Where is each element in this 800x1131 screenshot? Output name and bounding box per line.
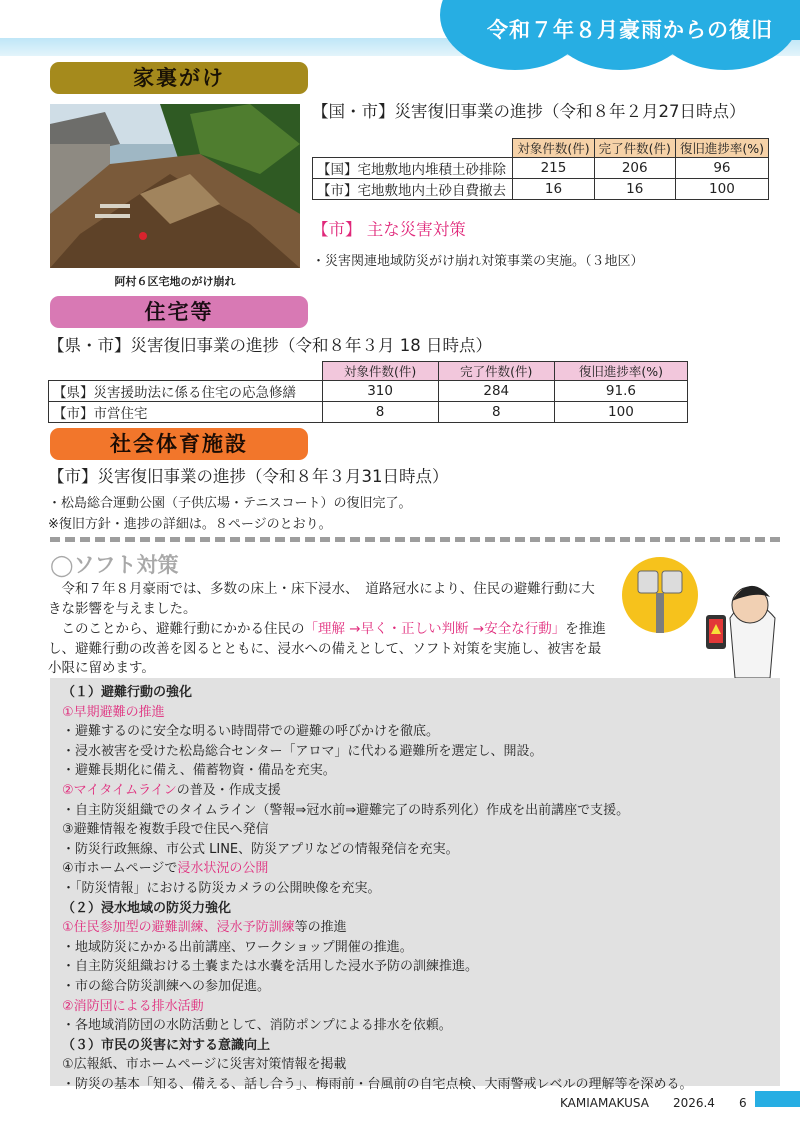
target-count: 215 (513, 158, 594, 179)
table-row (313, 158, 769, 179)
row-label: 【市】宅地敷地内土砂自費撤去 (313, 179, 513, 200)
row-label: 【国】宅地敷地内堆積土砂排除 (313, 158, 513, 179)
table-header-row (49, 362, 688, 381)
measures-item: ・災害関連地域防災がけ崩れ対策事業の実施。（３地区） (312, 254, 644, 269)
measure-line: ・各地域消防団の水防活動として、消防ポンプによる排水を依頼。 (62, 1018, 452, 1034)
done-count: 8 (438, 402, 554, 423)
measure-line: ・自主防災組織でのタイムライン（警報⇒冠水前⇒避難完了の時系列化）作成を出前講座で支援。 (62, 802, 630, 818)
issue-date: 2026.4 (672, 1096, 715, 1110)
landslide-photo (50, 104, 300, 268)
measures-heading: 【市】 主な災害対策 (312, 220, 466, 239)
progress-rate: 91.6 (554, 381, 687, 402)
housing-progress-heading: 【県・市】災害復旧事業の進捗（令和８年３月 18 日時点） (48, 336, 492, 355)
footer (560, 1094, 747, 1111)
measure-line: ・防災行政無線、市公式 LINE、防災アプリなどの情報発信を充実。 (62, 841, 459, 857)
measure-line: ②マイタイムラインの普及・作成支援 (62, 782, 281, 798)
soft-measures-title: ◯ソフト対策 (50, 553, 179, 577)
progress-rate: 100 (554, 402, 687, 423)
measure-line: （３）市民の災害に対する意識向上 (62, 1037, 271, 1053)
measure-line: ②消防団による排水活動 (62, 998, 204, 1014)
column-header: 復旧進捗率(%) (554, 362, 687, 381)
measures-list (62, 683, 777, 1094)
measure-line: ・避難長期化に備え、備蓄物資・備品を充実。 (62, 763, 336, 779)
publication-name: KAMIAMAKUSA (560, 1096, 649, 1110)
row-label: 【県】災害援助法に係る住宅の応急修繕 (49, 381, 323, 402)
column-header: 対象件数(件) (513, 139, 594, 158)
row-label: 【市】市営住宅 (49, 402, 323, 423)
sports-progress-heading: 【市】災害復旧事業の進捗（令和８年３月31日時点） (48, 467, 449, 486)
section-header-cliff: 家裏がけ (50, 62, 308, 94)
progress-rate: 100 (675, 179, 768, 200)
progress-rate: 96 (675, 158, 768, 179)
table-row (49, 402, 688, 423)
done-count: 206 (594, 158, 675, 179)
done-count: 16 (594, 179, 675, 200)
target-count: 310 (322, 381, 438, 402)
section-header-housing: 住宅等 (50, 296, 308, 328)
measure-line: ③避難情報を複数手段で住民へ発信 (62, 822, 269, 838)
target-count: 8 (322, 402, 438, 423)
section-header-sports: 社会体育施設 (50, 428, 308, 460)
siren-phone-illustration (618, 553, 788, 678)
sports-line: ・松島総合運動公園（子供広場・テニスコート）の復旧完了。 (48, 496, 412, 511)
column-header: 対象件数(件) (322, 362, 438, 381)
measure-line: ①早期避難の推進 (62, 704, 165, 720)
measure-line: ・「防災情報」における防災カメラの公開映像を充実。 (62, 880, 381, 896)
page-title: 令和７年８月豪雨からの復旧 (487, 18, 773, 42)
target-count: 16 (513, 179, 594, 200)
column-header: 完了件数(件) (438, 362, 554, 381)
cliff-progress-table (312, 138, 769, 200)
intro-paragraph-2: このことから、避難行動にかかる住民の「理解 →早く・正しい判断 →安全な行動」を推進し、避難行動の改善を図るとともに、浸水への備えとして、ソフト対策を実施し、被害を最小限に留めます。 (48, 621, 606, 676)
divider (50, 537, 780, 542)
measure-line: ・地域防災にかかる出前講座、ワークショップ開催の推進。 (62, 939, 413, 955)
measure-line: ④市ホームページで浸水状況の公開 (62, 861, 269, 877)
intro-paragraph: 令和７年８月豪雨では、多数の床上・床下浸水、 道路冠水により、住民の避難行動に大きな影響を与えました。 (48, 581, 595, 617)
measure-line: ①住民参加型の避難訓練、浸水予防訓練等の推進 (62, 920, 347, 936)
done-count: 284 (438, 381, 554, 402)
photo-caption: 阿村６区宅地のがけ崩れ (114, 275, 236, 288)
measure-line: ・市の総合防災訓練への参加促進。 (62, 978, 271, 994)
table-header-row (313, 139, 769, 158)
measure-line: ・防災の基本「知る、備える、話し合う」、梅雨前・台風前の自宅点検、大雨警戒レベルの理解等を深める。 (62, 1076, 693, 1092)
page-number: 6 (738, 1096, 747, 1110)
measure-line: （１）避難行動の強化 (62, 685, 193, 700)
page-tab (755, 1091, 800, 1107)
table-row (313, 179, 769, 200)
sports-note: ※復旧方針・進捗の詳細は。８ページのとおり。 (48, 517, 332, 532)
measure-line: ①広報紙、市ホームページに災害対策情報を掲載 (62, 1057, 347, 1073)
column-header: 復旧進捗率(%) (675, 139, 768, 158)
measure-line: ・自主防災組織おける土嚢または水嚢を活用した浸水予防の訓練推進。 (62, 959, 479, 975)
housing-progress-table (48, 361, 688, 423)
measure-line: ・浸水被害を受けた松島総合センター「アロマ」に代わる避難所を選定し、開設。 (62, 743, 543, 759)
column-header: 完了件数(件) (594, 139, 675, 158)
measure-line: ・避難するのに安全な明るい時間帯での避難の呼びかけを徹底。 (62, 724, 440, 740)
measure-line: （２）浸水地域の防災力強化 (62, 900, 232, 916)
cliff-progress-heading: 【国・市】災害復旧事業の進捗（令和８年２月27日時点） (312, 102, 746, 121)
table-row (49, 381, 688, 402)
highlight-phrase: 「理解 →早く・正しい判断 →安全な行動」 (304, 621, 566, 637)
